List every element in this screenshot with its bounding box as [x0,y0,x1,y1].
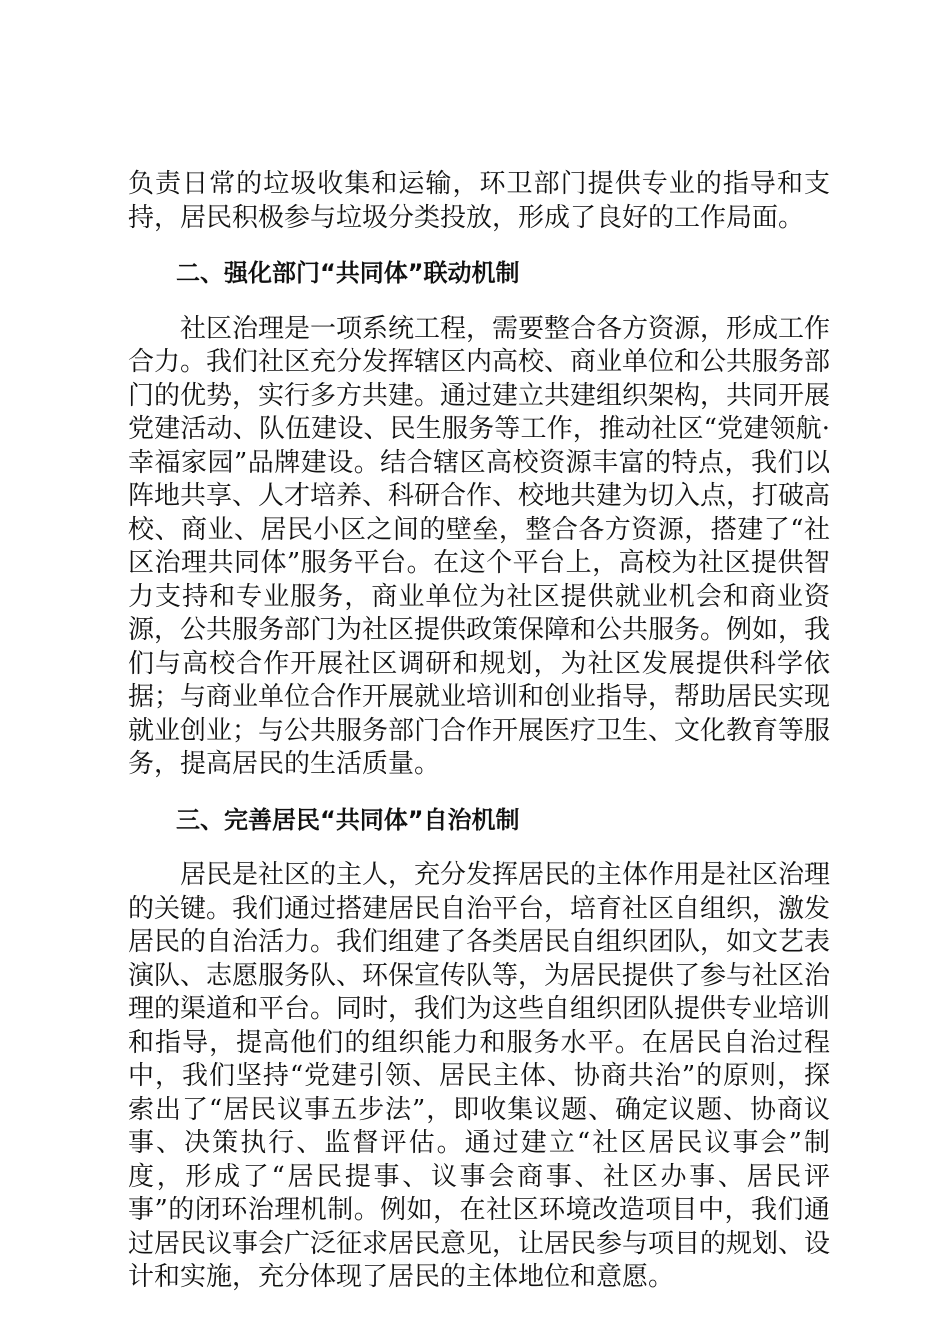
document-page [128,168,830,1317]
section-heading-2: 二、强化部门“共同体”联动机制 [176,259,520,287]
paragraph-section-2: 社区治理是一项系统工程，需要整合各方资源，形成工作合力。我们社区充分发挥辖区内高校、商业单位和公共服务部门的优势，实行多方共建。通过建立共建组织架构，共同开展党建活动、队伍建设、民生服务等工作，推动社区“党建领航·幸福家园”品牌建设。结合辖区高校资源丰富的特点，我们以阵地共享、人才培养、科研合作、校地共建为切入点，打破高校、商业、居民小区之间的壁垒，整合各方资源，搭建了“社区治理共同体”服务平台。在这个平台上，高校为社区提供智力支持和专业服务，商业单位为社区提供就业机会和商业资源，公共服务部门为社区提供政策保障和公共服务。例如，我们与高校合作开展社区调研和规划，为社区发展提供科学依据；与商业单位合作开展就业培训和创业指导，帮助居民实现就业创业；与公共服务部门合作开展医疗卫生、文化教育等服务，提高居民的生活质量。 [128,313,831,779]
section-heading-3: 三、完善居民“共同体”自治机制 [176,805,520,834]
paragraph-continuation: 负责日常的垃圾收集和运输，环卫部门提供专业的指导和支持，居民积极参与垃圾分类投放，形成了良好的工作局面。 [128,169,830,233]
paragraph-section-3: 居民是社区的主人，充分发挥居民的主体作用是社区治理的关键。我们通过搭建居民自治平台，培育社区自组织，激发居民的自治活力。我们组建了各类居民自组织团队，如文艺表演队、志愿服务队、环保宣传队等，为居民提供了参与社区治理的渠道和平台。同时，我们为这些自组织团队提供专业培训和指导，提高他们的组织能力和服务水平。在居民自治过程中，我们坚持“党建引领、居民主体、协商共治”的原则，探索出了“居民议事五步法”，即收集议题、确定议题、协商议事、决策执行、监督评估。通过建立“社区居民议事会”制度，形成了“居民提事、议事会商事、社区办事、居民评事”的闭环治理机制。例如，在社区环境改造项目中，我们通过居民议事会广泛征求居民意见，让居民参与项目的规划、设计和实施，充分体现了居民的主体地位和意愿。 [128,860,831,1292]
